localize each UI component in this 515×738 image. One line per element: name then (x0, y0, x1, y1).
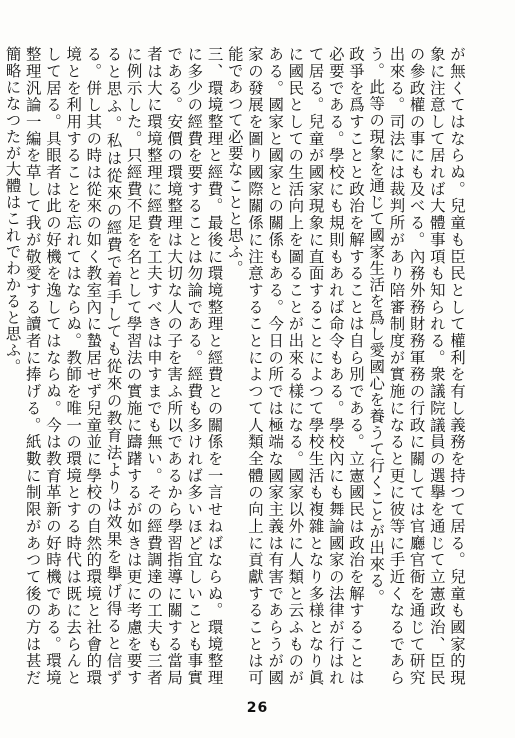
paragraph-2: 政爭を爲すことと政治を解することは自ら別である。立憲國民は政治を解することは必要である。學校にも規則もあれば命令もある。學校內にも舞論國家の法律が行はれて居る。兒童が國家現象に直面することによつて學校生活も複雜となり多様となり眞に國民としての生活向上を圖ることが出來る樣になる。國家以外に人類と云ふものがある。國家と國家との關係もある。今日の所では極端な國家主義は有害であらうが國家の發展を圖り國際關係に注意することによつて人類全體の向上に貢獻することは可能であつて必要なことと思ふ。 (225, 46, 365, 686)
page-number: 26 (246, 700, 269, 716)
body-text (3, 46, 467, 686)
paragraph-1: が無くてはならぬ。兒童も臣民として權利を有し義務を持つて居る。兒童も國家的現象に注意して居れば大體事項も知られる。衆議院議員の選擧を通じて立憲政治、臣民の參政權の事にも及べる。內務外務財務軍務の行政に關しては官廳官衙を通じて研究出來る。司法には裁判所があり陪審制度が實施になると更に彼等に手近くなるであらう。此等の現象を通じて國家生活を爲し愛國心を養うて行くことが出來る。 (367, 46, 466, 686)
paragraph-3: 三、環境整理と經費。最後に環境整理と經費との關係を一言せねばならぬ。環境整理に多少の經費を要することは勿論である。經費も多ければ多いほど宜しいことも事實である。安價の環境整理は大切な人の子を害ふ所以であるから學習指導に關する當局者は大に環境整理に經費を工夫すべきは申すまでも無い。その經費調達の工夫も三者に例示した。只經費不足を名として學習法の實施に躊躇するが如きは更に考慮を要すると思ふ。私は從來の經費で着手しても從來の教育法よりは效果を擧げ得ると信ずる。併し其の時は從來の如く教室內に蟄居せず兒童並に學校の自然的環境と社會的環境とを利用することを忘れてはならぬ。教師を唯一の環境とする時代は既に去らんとして居る。具眼者は此の好機を逸してはならぬ。今は教育革新の好時機である。環境整理汎論一編を草して我が敬愛する讀者に捧げる。紙數に制限があつて後の方は甚だ簡略になつたが大體はこれでわかると思ふ。 (3, 46, 224, 686)
